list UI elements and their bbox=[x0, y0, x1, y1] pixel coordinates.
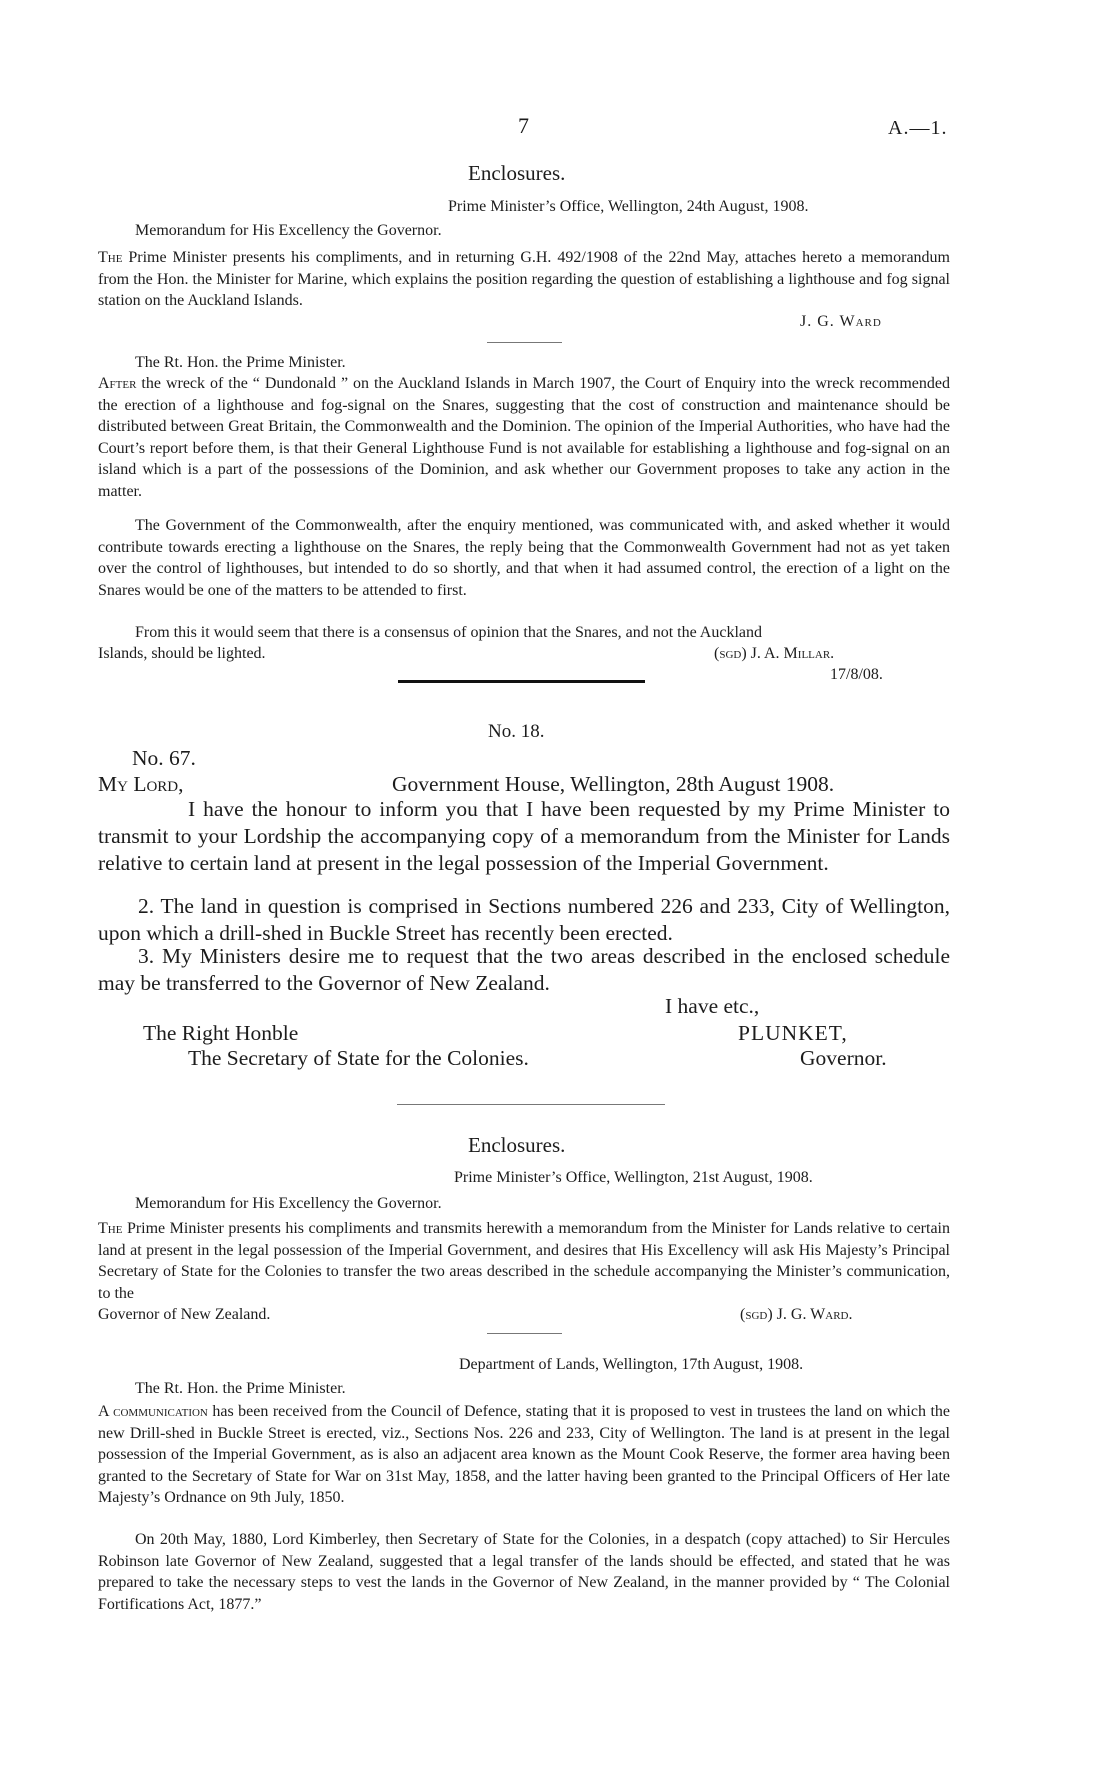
minister-marine-para-1-text: the wreck of the “ Dundonald ” on the Auckland Islands in March 1907, the Court of Enquiry into the wreck recommended the erection of a lighthouse and fog-signal on the Snares, suggesting that the cost of construction and maintenance should be distributed between Great Britain, the Commonwealth and the Dominion. The opinion of the Imperial Authorities, who have had the Court’s report before them, is that their General Lighthouse Fund is not available for establishing a lighthouse and fog-signal on an island which is a part of the possessions of the Dominion, and ask whether our Government proposes to take any action in the matter. bbox=[98, 375, 950, 500]
signature-ward-1: J. G. Ward bbox=[800, 313, 882, 330]
divider-short-2 bbox=[487, 1333, 562, 1334]
document-reference: A.—1. bbox=[888, 117, 948, 139]
minister-marine-para-1 bbox=[98, 373, 950, 503]
office-line-3: Department of Lands, Wellington, 17th August, 1908. bbox=[459, 1356, 804, 1373]
minister-marine-para-3-line2: Islands, should be lighted. bbox=[98, 645, 266, 662]
memo-body-1-text: Prime Minister presents his compliments, and in returning G.H. 492/1908 of the 22nd May, attaches hereto a memorandum from the Hon. the Minister for Marine, which explains the position regarding the question of establishing a lighthouse and fog signal station on the Auckland Islands. bbox=[98, 249, 950, 310]
minister-marine-para-1-lead: After bbox=[98, 375, 137, 392]
letter-recipient-line2: The Secretary of State for the Colonies. bbox=[188, 1046, 529, 1070]
signature-millar-text: (sgd) J. A. Millar. bbox=[714, 645, 835, 662]
letter-address-line: Government House, Wellington, 28th August 1908. bbox=[392, 772, 835, 796]
memo-body-2-lead: The bbox=[98, 1220, 123, 1237]
page-number: 7 bbox=[518, 113, 529, 138]
office-line-2: Prime Minister’s Office, Wellington, 21st August, 1908. bbox=[454, 1169, 813, 1186]
minister-marine-para-2: The Government of the Commonwealth, after the enquiry mentioned, was communicated with, and asked whether it would contribute towards erecting a lighthouse on the Snares, the reply being that the Commonwealth Government had not as yet taken over the control of lighthouses, but intended to do so shortly, and that when it had assumed control, the erection of a light on the Snares would be one of the matters to be attended to first. bbox=[98, 517, 950, 599]
office-line-1: Prime Minister’s Office, Wellington, 24th August, 1908. bbox=[448, 198, 809, 215]
despatch-number: No. 67. bbox=[132, 746, 196, 770]
memo-addressee-1: Memorandum for His Excellency the Governor. bbox=[135, 222, 442, 239]
letter-closing: I have etc., bbox=[665, 994, 760, 1018]
lands-para-1-lead: A communication bbox=[98, 1403, 208, 1420]
addressee-prime-minister-2: The Rt. Hon. the Prime Minister. bbox=[135, 1380, 346, 1397]
letter-para-3: 3. My Ministers desire me to request that the two areas described in the enclosed schedule may be transferred to the Governor of New Zealand. bbox=[98, 944, 950, 995]
letter-number-heading: No. 18. bbox=[488, 721, 545, 742]
letter-para-1: I have the honour to inform you that I have been requested by my Prime Minister to transmit to your Lordship the accompanying copy of a memorandum from the Minister for Lands relative to certain land at present in the legal possession of the Imperial Government. bbox=[98, 797, 950, 875]
lands-para-1-text: has been received from the Council of Defence, stating that it is proposed to vest in trustees the land on which the new Drill-shed in Buckle Street is erected, viz., Sections Nos. 226 and 233, City of Wellington. The land is at present in the legal possession of the Imperial Government, as is also an adjacent area known as the Mount Cook Reserve, the former area having been granted to the Secretary of State for War on 31st May, 1858, and the latter having been granted to the Principal Officers of Her late Majesty’s Ordnance on 9th July, 1850. bbox=[98, 1403, 950, 1507]
memo-body-2 bbox=[98, 1218, 950, 1304]
salutation: My Lord, bbox=[98, 772, 184, 796]
signature-ward-2 bbox=[740, 1304, 852, 1326]
letter-para-2: 2. The land in question is comprised in Sections numbered 226 and 233, City of Wellington, upon which a drill-shed in Buckle Street has recently been erected. bbox=[98, 894, 950, 945]
enclosures-heading-1: Enclosures. bbox=[468, 161, 566, 185]
minister-marine-para-3-line1: From this it would seem that there is a consensus of opinion that the Snares, and not the Auckland bbox=[135, 624, 763, 641]
date-millar: 17/8/08. bbox=[830, 666, 883, 683]
memo-body-1-lead: The bbox=[98, 249, 123, 266]
memo-body-1 bbox=[98, 247, 950, 312]
letter-signer: PLUNKET, bbox=[738, 1021, 848, 1045]
divider-thick bbox=[398, 680, 645, 683]
letter-signer-title: Governor. bbox=[800, 1046, 887, 1070]
enclosures-heading-2: Enclosures. bbox=[468, 1133, 566, 1157]
addressee-prime-minister-1: The Rt. Hon. the Prime Minister. bbox=[135, 354, 346, 371]
memo-body-2-last-line: Governor of New Zealand. bbox=[98, 1306, 271, 1323]
divider-long bbox=[397, 1104, 665, 1105]
lands-para-1 bbox=[98, 1401, 950, 1509]
memo-addressee-2: Memorandum for His Excellency the Governor. bbox=[135, 1195, 442, 1212]
lands-para-2: On 20th May, 1880, Lord Kimberley, then Secretary of State for the Colonies, in a despatch (copy attached) to Sir Hercules Robinson late Governor of New Zealand, suggested that a legal transfer of the lands should be effected, and stated that he was prepared to take the necessary steps to vest the lands in the Governor of New Zealand, in the manner provided by “ The Colonial Fortifications Act, 1877.” bbox=[98, 1531, 950, 1613]
signature-ward-2-text: (sgd) J. G. Ward. bbox=[740, 1306, 853, 1323]
divider-short-1 bbox=[487, 342, 562, 343]
signature-millar bbox=[714, 643, 834, 665]
letter-recipient-line1: The Right Honble bbox=[143, 1021, 299, 1045]
memo-body-2-text: Prime Minister presents his compliments and transmits herewith a memorandum from the Minister for Lands relative to certain land at present in the legal possession of the Imperial Government, and desires that His Excellency will ask His Majesty’s Principal Secretary of State for the Colonies to transfer the two areas described in the schedule accompanying the Minister’s communication, to the bbox=[98, 1220, 950, 1302]
